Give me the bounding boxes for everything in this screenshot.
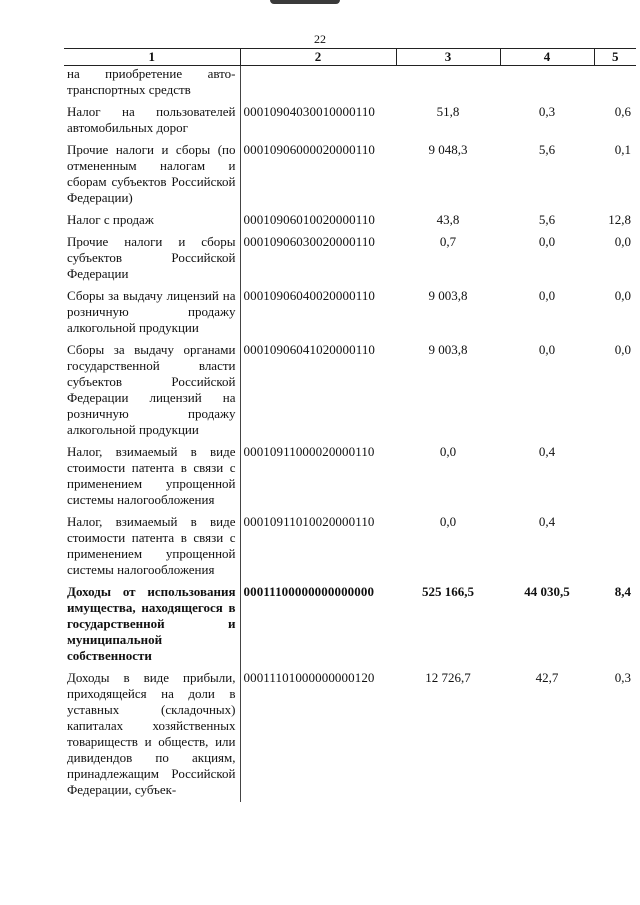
row-code: 00010911010020000110	[243, 514, 375, 529]
row-value-4: 0,3	[538, 104, 556, 119]
row-value-4: 0,4	[538, 444, 556, 459]
row-value-4	[500, 66, 594, 103]
row-value-3: 43,8	[436, 212, 460, 227]
table-row	[64, 442, 636, 512]
row-value-4: 5,6	[538, 212, 556, 227]
header-col-4: 4	[500, 49, 594, 66]
table-row	[64, 582, 636, 668]
row-value-4: 5,6	[538, 142, 556, 157]
row-code: 00010906000020000110	[243, 142, 376, 157]
table-row	[64, 340, 636, 442]
row-name: Прочие налоги и сборы (по отмененным налогам и сборам субъектов Российской Федерации)	[64, 140, 240, 210]
row-value-3: 51,8	[436, 104, 460, 119]
row-value-5: 0,0	[614, 288, 631, 303]
table-row	[64, 140, 636, 210]
row-value-4: 44 030,5	[524, 584, 570, 599]
row-name: Доходы в виде прибыли, приходящейся на доли в уставных (складочных) капиталах хозяйственных товариществ и обществ, или дивидендов по акциям, принадлежащим Российской Федерации, субъек-	[64, 668, 240, 802]
row-name: Налог с продаж	[64, 210, 240, 232]
header-col-1: 1	[64, 49, 240, 66]
row-name: Налог на пользователей автомобильных дорог	[64, 102, 240, 140]
row-code: 00011100000000000000	[243, 584, 375, 599]
row-value-5	[594, 512, 636, 582]
row-value-5: 8,4	[614, 584, 631, 599]
row-value-5	[594, 66, 636, 103]
header-col-2: 2	[240, 49, 396, 66]
row-value-5: 0,6	[614, 104, 631, 119]
row-value-3: 12 726,7	[425, 670, 471, 685]
row-value-5: 0,0	[614, 342, 631, 357]
page-number: 22	[314, 32, 326, 46]
row-code: 00010906041020000110	[243, 342, 376, 357]
row-code: 00010911000020000110	[243, 444, 375, 459]
row-value-3	[396, 66, 500, 103]
row-code: 00010906030020000110	[243, 234, 376, 249]
table-row	[64, 286, 636, 340]
row-value-4: 0,0	[538, 234, 556, 249]
row-value-3: 0,0	[439, 514, 457, 529]
scan-artifact	[270, 0, 340, 4]
row-value-5: 0,3	[614, 670, 631, 685]
row-value-4: 0,0	[538, 288, 556, 303]
row-code	[240, 66, 396, 103]
row-value-3: 9 003,8	[428, 288, 468, 303]
row-value-3: 525 166,5	[422, 584, 474, 599]
revenue-table	[64, 48, 636, 802]
table-row	[64, 102, 636, 140]
row-code: 00010906040020000110	[243, 288, 376, 303]
row-code: 00010904030010000110	[243, 104, 376, 119]
row-value-5: 0,0	[614, 234, 631, 249]
row-value-4: 42,7	[535, 670, 559, 685]
row-name: Прочие налоги и сборы субъектов Российской Федерации	[64, 232, 240, 286]
table-row	[64, 210, 636, 232]
table-header	[64, 49, 636, 66]
row-name: Доходы от использования имущества, находящегося в государственной и муниципальной собственности	[64, 582, 240, 668]
row-value-4: 0,0	[538, 342, 556, 357]
row-value-5	[594, 442, 636, 512]
row-code: 00010906010020000110	[243, 212, 376, 227]
table-row	[64, 66, 636, 103]
row-value-5: 12,8	[608, 212, 631, 227]
row-value-3: 9 048,3	[428, 142, 468, 157]
header-col-3: 3	[396, 49, 500, 66]
table-row	[64, 668, 636, 802]
row-name: Налог, взимаемый в виде стоимости патента в связи с применением упрощенной системы налогообложения	[64, 442, 240, 512]
row-name: Сборы за выдачу органами государственной власти субъектов Российской Федерации лицензий на розничную продажу алкогольной продукции	[64, 340, 240, 442]
table-row	[64, 512, 636, 582]
row-name: на приобретение авто-транспортных средств	[64, 66, 240, 103]
header-col-5: 5	[594, 49, 636, 66]
row-value-3: 0,0	[439, 444, 457, 459]
row-value-3: 9 003,8	[428, 342, 468, 357]
row-value-5: 0,1	[614, 142, 631, 157]
row-name: Налог, взимаемый в виде стоимости патента в связи с применением упрощенной системы налогообложения	[64, 512, 240, 582]
row-value-4: 0,4	[538, 514, 556, 529]
row-name: Сборы за выдачу лицензий на розничную продажу алкогольной продукции	[64, 286, 240, 340]
table-row	[64, 232, 636, 286]
row-value-3: 0,7	[439, 234, 457, 249]
row-code: 00011101000000000120	[243, 670, 375, 685]
